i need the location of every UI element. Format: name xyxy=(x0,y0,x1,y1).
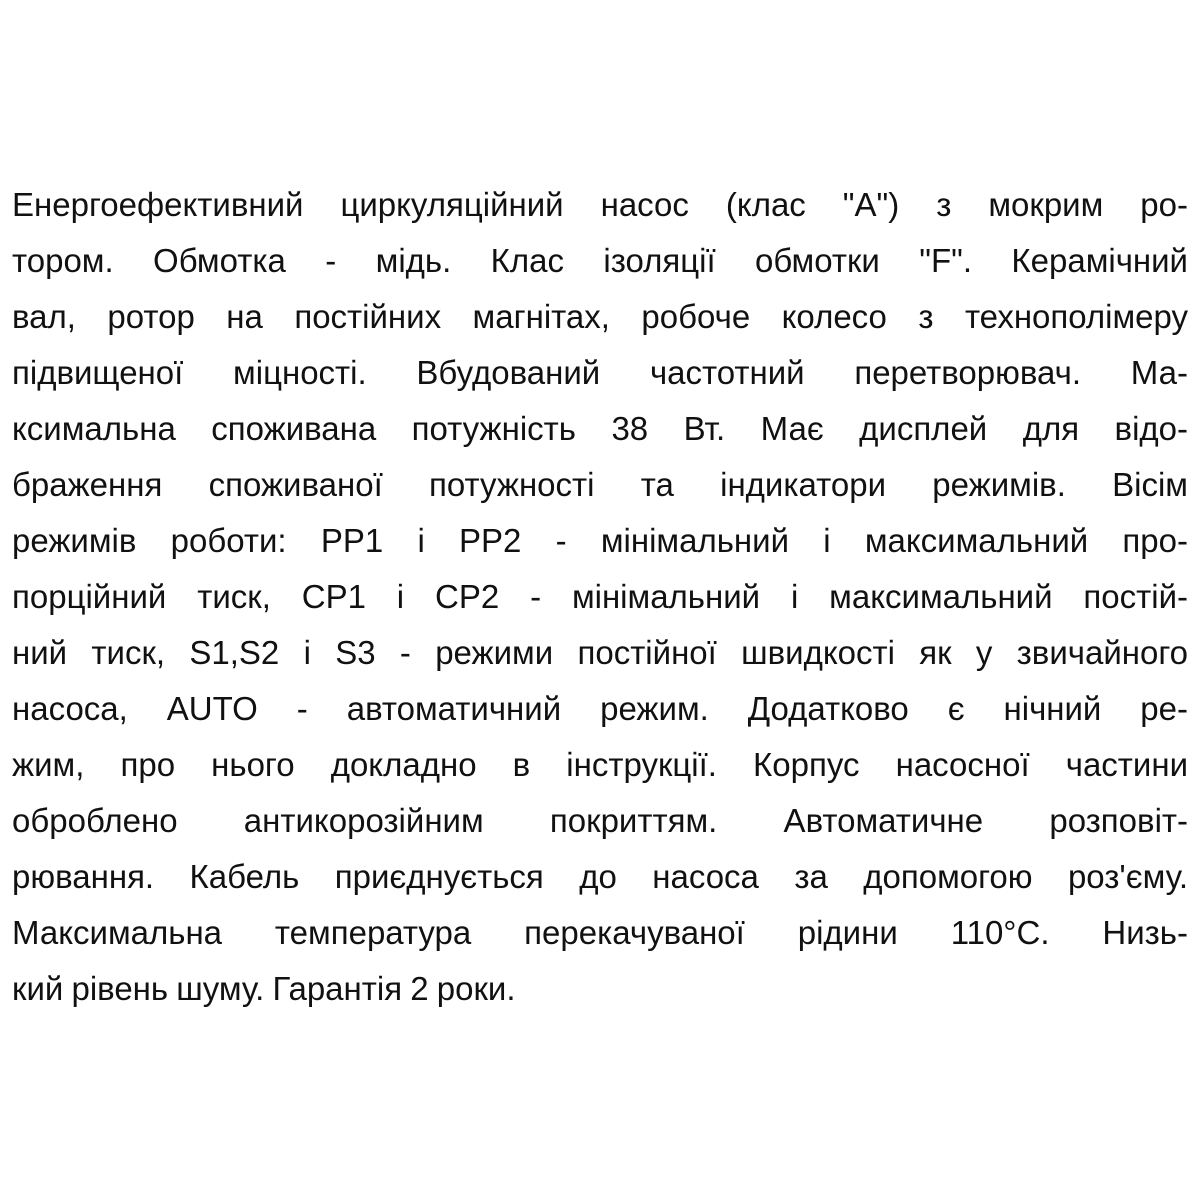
text-line: порційний тиск, CP1 і CP2 - мінімальний і максимальний постій- xyxy=(12,578,1188,615)
text-line: Енергоефективний циркуляційний насос (клас "A") з мокрим ро- xyxy=(12,186,1188,223)
text-line: підвищеної міцності. Вбудований частотний перетворювач. Ма- xyxy=(12,354,1188,391)
text-line: режимів роботи: PP1 і PP2 - мінімальний і максимальний про- xyxy=(12,522,1188,559)
text-line: рювання. Кабель приєднується до насоса за допомогою роз'єму. xyxy=(12,858,1188,895)
text-line: насоса, AUTO - автоматичний режим. Додатково є нічний ре- xyxy=(12,690,1188,727)
text-line: кий рівень шуму. Гарантія 2 роки. xyxy=(12,970,516,1007)
text-line: вал, ротор на постійних магнітах, робоче колесо з технополімеру xyxy=(12,298,1188,335)
text-line: жим, про нього докладно в інструкції. Корпус насосної частини xyxy=(12,746,1188,783)
text-line: Максимальна температура перекачуваної рідини 110°C. Низь- xyxy=(12,914,1188,951)
product-description xyxy=(12,177,1188,1017)
text-line: тором. Обмотка - мідь. Клас ізоляції обмотки "F". Керамічний xyxy=(12,242,1188,279)
text-line: браження споживаної потужності та індикатори режимів. Вісім xyxy=(12,466,1188,503)
text-line: ксимальна споживана потужність 38 Вт. Має дисплей для відо- xyxy=(12,410,1188,447)
text-line: ний тиск, S1,S2 і S3 - режими постійної швидкості як у звичайного xyxy=(12,634,1188,671)
text-line: оброблено антикорозійним покриттям. Автоматичне розповіт- xyxy=(12,802,1188,839)
